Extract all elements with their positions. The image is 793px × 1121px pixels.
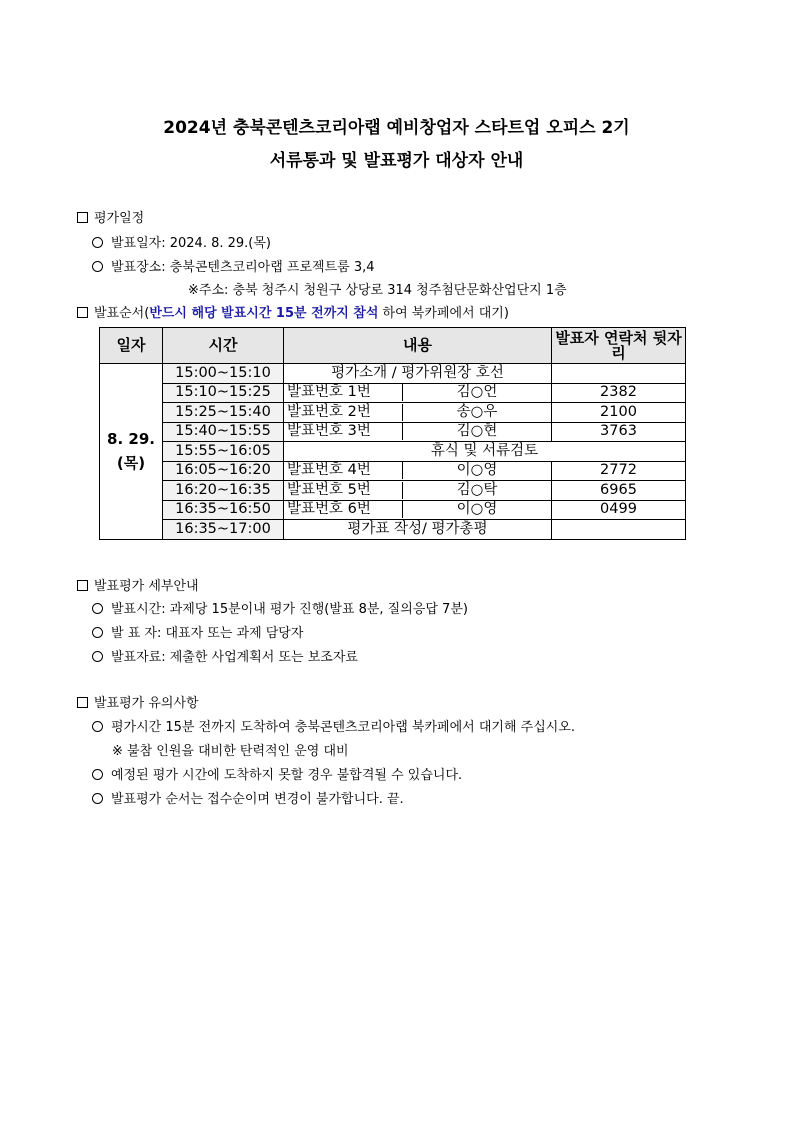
circle-bullet-icon [92,769,103,780]
time-cell: 15:10~15:25 [163,383,284,403]
content-cell [284,461,552,481]
header-date: 일자 [100,328,163,364]
list-item [92,788,404,807]
contact-cell: 2100 [552,403,686,423]
contact-cell: 3763 [552,422,686,442]
contact-cell [552,520,686,540]
heading-suffix: 하여 북카페에서 대기) [378,306,509,321]
item-text: 발표시간: 과제당 15분이내 평가 진행(발표 8분, 질의응답 7분) [111,602,468,617]
item-text: 발표자료: 제출한 사업계획서 또는 보조자료 [111,650,358,665]
section-notes [77,692,199,711]
section-order [77,302,509,321]
content-cell [284,383,552,403]
table-row [100,520,686,540]
list-item [92,598,468,617]
time-cell: 16:35~16:50 [163,500,284,520]
list-item [92,256,375,275]
document-title: 2024년 충북콘텐츠코리아랩 예비창업자 스타트업 오피스 2기 [163,118,630,138]
table-row [100,422,686,442]
heading-prefix: 발표순서( [94,306,150,321]
address-note: ※주소: 충북 청주시 청원구 상당로 314 청주첨단문화산업단지 1층 [188,283,567,298]
circle-bullet-icon [92,237,103,248]
table-row [100,500,686,520]
presenter-name: 이○영 [456,501,498,518]
date-cell [100,364,163,540]
circle-bullet-icon [92,721,103,732]
item-text: 발표장소: 충북콘텐츠코리아랩 프로젝트룸 3,4 [111,260,375,275]
presenter-name: 이○영 [456,462,498,479]
content-cell [284,403,552,423]
circle-bullet-icon [92,603,103,614]
list-item [92,764,462,783]
table-row [100,383,686,403]
time-cell: 15:00~15:10 [163,364,284,384]
time-cell: 15:40~15:55 [163,422,284,442]
presenter-name: 김○언 [456,384,498,401]
content-cell [284,422,552,442]
content-cell [284,481,552,501]
section-heading: 발표평가 유의사항 [94,696,199,711]
checkbox-square-icon [77,212,88,223]
circle-bullet-icon [92,627,103,638]
table-row [100,364,686,384]
day-value: (목) [116,454,146,473]
list-item [92,622,303,641]
item-text: 예정된 평가 시간에 도착하지 못할 경우 불합격될 수 있습니다. [111,768,463,783]
note-text: ※ 불참 인원을 대비한 탄력적인 운영 대비 [112,744,349,759]
presenter-name: 김○탁 [456,481,498,498]
item-text: 발 표 자: 대표자 또는 과제 담당자 [111,626,304,641]
contact-cell: 2772 [552,461,686,481]
content-cell [284,500,552,520]
content-cell: 평가소개 / 평가위원장 호선 [284,364,552,384]
order-text: 발표번호 5번 [284,482,403,499]
heading-highlight: 반드시 해당 발표시간 15분 전까지 참석 [149,306,379,321]
section-details [77,575,199,594]
time-cell: 16:20~16:35 [163,481,284,501]
presenter-name: 송○우 [456,403,498,420]
circle-bullet-icon [92,261,103,272]
checkbox-square-icon [77,307,88,318]
order-text: 발표번호 6번 [284,501,403,518]
list-item [92,716,575,735]
date-value: 8. 29. [107,430,155,449]
circle-bullet-icon [92,793,103,804]
table-row [100,442,686,462]
contact-cell: 0499 [552,500,686,520]
schedule-table [99,327,686,540]
table-row [100,481,686,501]
table-header-row [100,328,686,364]
order-text: 발표번호 1번 [284,384,403,401]
contact-cell: 2382 [552,383,686,403]
list-item [92,232,271,251]
table-row [100,461,686,481]
contact-cell [552,364,686,384]
checkbox-square-icon [77,697,88,708]
time-cell: 16:35~17:00 [163,520,284,540]
order-text: 발표번호 2번 [284,404,403,421]
order-text: 발표번호 4번 [284,462,403,479]
presenter-name: 김○현 [456,423,498,440]
time-cell: 15:55~16:05 [163,442,284,462]
content-cell: 평가표 작성/ 평가총평 [284,520,552,540]
section-heading: 평가일정 [94,211,145,226]
item-text: 발표평가 순서는 접수순이며 변경이 불가합니다. 끝. [111,792,404,807]
header-contact: 발표자 연락처 뒷자리 [552,328,686,364]
checkbox-square-icon [77,580,88,591]
circle-bullet-icon [92,651,103,662]
contact-cell: 6965 [552,481,686,501]
table-row [100,403,686,423]
document-subtitle: 서류통과 및 발표평가 대상자 안내 [269,151,524,171]
header-time: 시간 [163,328,284,364]
list-item [92,646,358,665]
time-cell: 15:25~15:40 [163,403,284,423]
order-text: 발표번호 3번 [284,423,403,440]
break-cell: 휴식 및 서류검토 [284,442,686,462]
item-text: 발표일자: 2024. 8. 29.(목) [111,236,272,251]
item-text: 평가시간 15분 전까지 도착하여 충북콘텐츠코리아랩 북카페에서 대기해 주십시오. [111,720,576,735]
header-content: 내용 [284,328,552,364]
section-schedule [77,207,144,226]
section-heading: 발표평가 세부안내 [94,579,199,594]
time-cell: 16:05~16:20 [163,461,284,481]
